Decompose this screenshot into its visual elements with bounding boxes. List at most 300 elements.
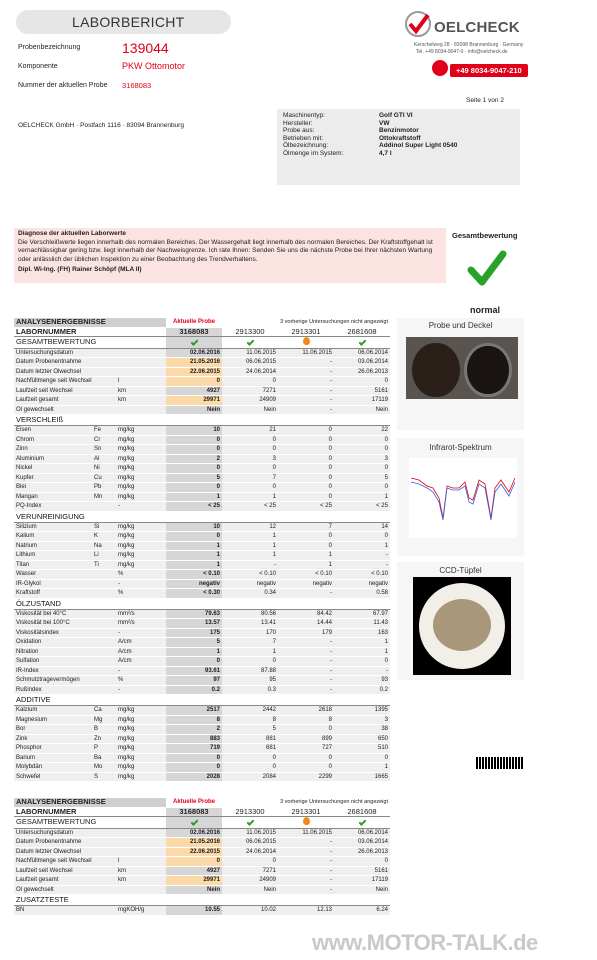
row-value: 2028 bbox=[166, 772, 222, 782]
logo-contact: Tel. +49 8034-9047-0 · info@oelcheck.de bbox=[416, 49, 508, 55]
row-value: 0 bbox=[166, 377, 222, 387]
row-value: 0 bbox=[222, 763, 278, 773]
row-value: Nein bbox=[222, 885, 278, 895]
check-icon bbox=[190, 338, 198, 346]
labnr-row bbox=[14, 327, 390, 337]
row-value: - bbox=[278, 885, 334, 895]
row-label: Natrium bbox=[14, 541, 92, 551]
row-unit: - bbox=[116, 579, 166, 589]
row-value: - bbox=[278, 589, 334, 599]
row-value: 0 bbox=[166, 483, 222, 493]
labnr-label: LABORNUMMER bbox=[14, 807, 166, 817]
row-value: 11.43 bbox=[334, 619, 390, 629]
row-label: Sulfation bbox=[14, 657, 92, 667]
row-value: - bbox=[278, 358, 334, 368]
row-unit: mm²/s bbox=[116, 609, 166, 619]
table-row bbox=[14, 828, 390, 838]
section-title: ZUSATZTESTE bbox=[14, 895, 390, 906]
row-value: 2299 bbox=[278, 772, 334, 782]
row-value: 0 bbox=[166, 532, 222, 542]
table-row bbox=[14, 647, 390, 657]
row-symbol bbox=[92, 358, 116, 368]
row-label: Kalium bbox=[14, 532, 92, 542]
row-symbol bbox=[92, 579, 116, 589]
row-value: 0 bbox=[222, 657, 278, 667]
diagnosis-text: Die Verschleißwerte liegen innerhalb des normalen Bereiches. Der Wassergehalt liegt innerhalb des normalen Bereiches. Der Kraftstoffgehalt ist vernachlässigbar gering bzw. liegt innerhalb der Nachweisgrenze. Ich rate Ihnen: Senden Sie uns die nächste Probe bei Ihrer nächsten Wartung oder anlässlich der üblichen Inspektion zu einer Beobachtung des Trendverhaltens. bbox=[18, 238, 433, 263]
row-value: - bbox=[278, 647, 334, 657]
machine-row bbox=[283, 142, 514, 150]
table-row bbox=[14, 725, 390, 735]
row-value: 1 bbox=[222, 541, 278, 551]
row-symbol: Mg bbox=[92, 715, 116, 725]
row-value: 0 bbox=[278, 725, 334, 735]
section-title: ADDITIVE bbox=[14, 695, 390, 706]
row-value: 1 bbox=[166, 647, 222, 657]
row-symbol: K bbox=[92, 532, 116, 542]
row-value: 1 bbox=[334, 638, 390, 648]
section-row bbox=[14, 511, 390, 522]
row-value: 883 bbox=[166, 734, 222, 744]
komponente-label: Komponente bbox=[18, 63, 58, 70]
row-value: 5 bbox=[166, 473, 222, 483]
table-row bbox=[14, 551, 390, 561]
row-label: Viskosität bei 100°C bbox=[14, 619, 92, 629]
row-value: 0.34 bbox=[222, 589, 278, 599]
table-row bbox=[14, 367, 390, 377]
row-label: IR-Glykol bbox=[14, 579, 92, 589]
row-symbol: Ni bbox=[92, 464, 116, 474]
row-value: 17119 bbox=[334, 876, 390, 886]
row-value: 29971 bbox=[166, 876, 222, 886]
row-value: 93.61 bbox=[166, 666, 222, 676]
table-row bbox=[14, 541, 390, 551]
row-value: 29971 bbox=[166, 396, 222, 406]
watermark: www.MOTOR-TALK.de bbox=[312, 930, 538, 955]
row-value: 0 bbox=[166, 445, 222, 455]
machine-key: Betrieben mit: bbox=[283, 134, 324, 142]
row-value: 1 bbox=[166, 551, 222, 561]
row-value: 0 bbox=[278, 454, 334, 464]
row-value: 0 bbox=[334, 464, 390, 474]
machine-key: Maschinentyp: bbox=[283, 112, 325, 119]
row-value: - bbox=[334, 551, 390, 561]
diagnosis-author: Dipl. Wi-Ing. (FH) Rainer Schöpf (MLA II) bbox=[18, 266, 142, 273]
row-value: 0 bbox=[222, 857, 278, 867]
row-value: 10.55 bbox=[166, 906, 222, 916]
row-label: Nachfüllmenge seit Wechsel bbox=[16, 378, 92, 384]
table-row bbox=[14, 405, 390, 415]
section-title: VERSCHLEIß bbox=[14, 415, 390, 426]
table-row bbox=[14, 866, 390, 876]
phone-number: +49 8034-9047-210 bbox=[450, 64, 528, 77]
row-value: 22.06.2015 bbox=[166, 367, 222, 377]
row-symbol: Na bbox=[92, 541, 116, 551]
row-unit: mg/kg bbox=[116, 426, 166, 436]
table-row bbox=[14, 502, 390, 512]
row-value: 03.06.2014 bbox=[334, 838, 390, 848]
row-value: 24.06.2014 bbox=[222, 847, 278, 857]
row-symbol bbox=[92, 619, 116, 629]
table-row bbox=[14, 706, 390, 716]
row-unit: A/cm bbox=[116, 638, 166, 648]
sender-address: OELCHECK GmbH · Postfach 1116 · 83094 Brannenburg bbox=[18, 122, 184, 129]
section-row bbox=[14, 695, 390, 706]
row-value: 0 bbox=[278, 763, 334, 773]
row-unit: mm²/s bbox=[116, 619, 166, 629]
row-value: 2517 bbox=[166, 706, 222, 716]
row-unit: mg/kg bbox=[116, 473, 166, 483]
row-unit: % bbox=[116, 676, 166, 686]
row-label: Laufzeit gesamt bbox=[14, 396, 92, 406]
row-value: 175 bbox=[166, 628, 222, 638]
table-head-row bbox=[14, 318, 390, 327]
status-cell bbox=[222, 817, 278, 829]
results-table-2 bbox=[14, 798, 390, 916]
section-row bbox=[14, 598, 390, 609]
row-value: 11.06.2015 bbox=[222, 348, 278, 358]
row-value: 0 bbox=[334, 857, 390, 867]
row-symbol bbox=[92, 589, 116, 599]
row-label: Schmutztragevermögen bbox=[14, 676, 92, 686]
row-label: Bor bbox=[14, 725, 92, 735]
row-unit: % bbox=[116, 570, 166, 580]
status-cell bbox=[166, 817, 222, 829]
row-value: - bbox=[278, 838, 334, 848]
row-value: 2084 bbox=[222, 772, 278, 782]
gesamt-row bbox=[14, 817, 390, 829]
row-label: Viskositätsindex bbox=[14, 628, 92, 638]
row-label: Nitration bbox=[14, 647, 92, 657]
logo-wordmark: OELCHECK bbox=[434, 19, 520, 36]
row-value: 13.57 bbox=[166, 619, 222, 629]
row-value: 0.2 bbox=[166, 685, 222, 695]
table-row bbox=[14, 377, 390, 387]
section-row bbox=[14, 895, 390, 906]
table-row bbox=[14, 473, 390, 483]
row-value: 5 bbox=[166, 638, 222, 648]
row-value: - bbox=[278, 638, 334, 648]
row-label: Silizium bbox=[14, 522, 92, 532]
row-value: 719 bbox=[166, 744, 222, 754]
row-value: 1 bbox=[222, 551, 278, 561]
machine-value: Benzinmotor bbox=[379, 127, 419, 134]
row-unit: - bbox=[116, 685, 166, 695]
logo-address: Kerschelweg 28 · 83098 Brannenburg · Germany bbox=[414, 42, 524, 48]
row-value: 87.88 bbox=[222, 666, 278, 676]
row-symbol: Sn bbox=[92, 445, 116, 455]
row-value: 3 bbox=[334, 715, 390, 725]
row-unit: km bbox=[116, 866, 166, 876]
row-value: 0 bbox=[278, 435, 334, 445]
row-value: 26.06.2013 bbox=[334, 367, 390, 377]
row-value: 0 bbox=[166, 857, 222, 867]
aktuelle-probe-label: Aktuelle Probe bbox=[166, 318, 222, 327]
row-unit: mg/kg bbox=[116, 492, 166, 502]
table-row bbox=[14, 483, 390, 493]
row-unit bbox=[116, 847, 166, 857]
row-unit: mg/kg bbox=[116, 464, 166, 474]
row-symbol bbox=[92, 847, 116, 857]
row-value: 24909 bbox=[222, 396, 278, 406]
row-value: 79.63 bbox=[166, 609, 222, 619]
row-value: 7 bbox=[222, 473, 278, 483]
row-value: 06.06.2015 bbox=[222, 838, 278, 848]
row-value: 11.06.2015 bbox=[222, 828, 278, 838]
row-value: < 25 bbox=[278, 502, 334, 512]
row-value: 10 bbox=[166, 426, 222, 436]
row-symbol bbox=[92, 348, 116, 358]
row-value: 02.06.2016 bbox=[166, 348, 222, 358]
row-symbol bbox=[92, 638, 116, 648]
table-row bbox=[14, 657, 390, 667]
row-symbol bbox=[92, 405, 116, 415]
row-symbol bbox=[92, 386, 116, 396]
row-value: 0.58 bbox=[334, 589, 390, 599]
machine-row bbox=[283, 112, 514, 120]
row-symbol: Zn bbox=[92, 734, 116, 744]
row-value: 0 bbox=[166, 753, 222, 763]
row-unit: % bbox=[116, 589, 166, 599]
row-value: - bbox=[334, 666, 390, 676]
table-row bbox=[14, 753, 390, 763]
check-icon bbox=[190, 818, 198, 826]
table-row bbox=[14, 522, 390, 532]
row-label: Rußindex bbox=[14, 685, 92, 695]
row-unit: mg/kg bbox=[116, 522, 166, 532]
row-value: 0 bbox=[222, 464, 278, 474]
row-label: PQ-Index bbox=[14, 502, 92, 512]
row-symbol bbox=[92, 628, 116, 638]
row-value: - bbox=[278, 866, 334, 876]
row-value: 1 bbox=[166, 541, 222, 551]
komponente-value: PKW Ottomotor bbox=[122, 61, 186, 71]
row-value: 0 bbox=[278, 753, 334, 763]
row-value: - bbox=[278, 857, 334, 867]
row-unit: mg/kg bbox=[116, 734, 166, 744]
row-unit bbox=[116, 405, 166, 415]
row-value: 0 bbox=[334, 753, 390, 763]
row-value: 3 bbox=[334, 454, 390, 464]
previous-note: 3 vorherige Untersuchungen nicht angezeigt bbox=[222, 798, 390, 807]
check-icon bbox=[246, 818, 254, 826]
row-value: 1 bbox=[334, 492, 390, 502]
row-unit: A/cm bbox=[116, 657, 166, 667]
row-symbol: Ca bbox=[92, 706, 116, 716]
machine-key: Ölmenge im System: bbox=[283, 149, 344, 157]
row-value: 10.02 bbox=[222, 906, 278, 916]
probe-label: Nummer der aktuellen Probe bbox=[18, 82, 108, 89]
row-value: Nein bbox=[166, 405, 222, 415]
probe-value: 3168083 bbox=[122, 81, 152, 90]
row-value: 1395 bbox=[334, 706, 390, 716]
row-symbol bbox=[92, 657, 116, 667]
status-cell bbox=[278, 337, 334, 349]
overall-check-icon bbox=[467, 248, 507, 288]
labnr-col: 2913300 bbox=[222, 327, 278, 337]
row-value: 21 bbox=[222, 426, 278, 436]
row-label: Öl gewechselt bbox=[14, 885, 92, 895]
machine-value: Addinol Super Light 0540 bbox=[379, 142, 458, 149]
machine-row bbox=[283, 120, 514, 128]
row-value: - bbox=[278, 876, 334, 886]
row-value: - bbox=[278, 685, 334, 695]
row-value: 95 bbox=[222, 676, 278, 686]
row-value: - bbox=[278, 657, 334, 667]
row-value: 5 bbox=[334, 473, 390, 483]
status-cell bbox=[166, 337, 222, 349]
row-value: 0 bbox=[334, 532, 390, 542]
ir-panel-title: Infrarot-Spektrum bbox=[429, 443, 492, 452]
probe-panel-title: Probe und Deckel bbox=[428, 321, 493, 330]
section-title: VERUNREINIGUNG bbox=[14, 511, 390, 522]
row-symbol: Al bbox=[92, 454, 116, 464]
row-unit: mg/kg bbox=[116, 483, 166, 493]
table-row bbox=[14, 532, 390, 542]
table-row bbox=[14, 560, 390, 570]
row-value: 93 bbox=[334, 676, 390, 686]
row-value: 14 bbox=[334, 522, 390, 532]
machine-value: 4,7 l bbox=[379, 149, 392, 157]
row-value: Nein bbox=[334, 885, 390, 895]
table-row bbox=[14, 579, 390, 589]
status-cell bbox=[334, 817, 390, 829]
machine-row bbox=[283, 135, 514, 143]
ccd-panel bbox=[397, 562, 524, 680]
row-value: 8 bbox=[166, 715, 222, 725]
table-row bbox=[14, 358, 390, 368]
row-value: 0 bbox=[278, 464, 334, 474]
gesamt-row bbox=[14, 337, 390, 349]
row-value: 22.06.2015 bbox=[166, 847, 222, 857]
row-value: 13.41 bbox=[222, 619, 278, 629]
row-symbol: Fe bbox=[92, 426, 116, 436]
row-symbol: Si bbox=[92, 522, 116, 532]
row-value: < 0.10 bbox=[222, 570, 278, 580]
row-symbol: B bbox=[92, 725, 116, 735]
row-value: 0 bbox=[278, 473, 334, 483]
results-table-1 bbox=[14, 318, 390, 782]
table-row bbox=[14, 386, 390, 396]
previous-note: 3 vorherige Untersuchungen nicht angezeigt bbox=[222, 318, 390, 327]
warning-flame-icon bbox=[303, 337, 310, 345]
row-symbol bbox=[92, 866, 116, 876]
row-label: Mangan bbox=[14, 492, 92, 502]
ir-spectrum-chart bbox=[409, 458, 517, 538]
row-unit bbox=[116, 838, 166, 848]
machine-info bbox=[277, 109, 520, 185]
row-unit: - bbox=[116, 666, 166, 676]
row-value: 650 bbox=[334, 734, 390, 744]
row-label: Laufzeit seit Wechsel bbox=[14, 866, 92, 876]
row-symbol bbox=[92, 367, 116, 377]
machine-key: Hersteller: bbox=[283, 119, 313, 127]
labnr-col: 3168083 bbox=[166, 807, 222, 817]
row-unit bbox=[116, 828, 166, 838]
row-label: Phosphor bbox=[14, 744, 92, 754]
row-value: - bbox=[278, 367, 334, 377]
row-value: 1665 bbox=[334, 772, 390, 782]
labnr-col: 2913301 bbox=[278, 807, 334, 817]
row-value: 163 bbox=[334, 628, 390, 638]
row-value: 12.13 bbox=[278, 906, 334, 916]
row-value: 1 bbox=[222, 492, 278, 502]
table-row bbox=[14, 628, 390, 638]
row-value: - bbox=[278, 386, 334, 396]
row-symbol: Pb bbox=[92, 483, 116, 493]
row-value: negativ bbox=[334, 579, 390, 589]
ccd-photo bbox=[413, 577, 511, 675]
overall-value: normal bbox=[470, 305, 501, 315]
row-value: 0 bbox=[278, 445, 334, 455]
row-value: 5 bbox=[222, 725, 278, 735]
row-value: 8 bbox=[222, 715, 278, 725]
row-value: 06.06.2015 bbox=[222, 358, 278, 368]
row-value: 0 bbox=[222, 377, 278, 387]
probe-photo bbox=[406, 337, 518, 399]
row-label: Barium bbox=[14, 753, 92, 763]
row-value: 2618 bbox=[278, 706, 334, 716]
row-value: 06.06.2014 bbox=[334, 348, 390, 358]
section-row bbox=[14, 415, 390, 426]
row-value: 681 bbox=[222, 744, 278, 754]
row-value: 1 bbox=[166, 560, 222, 570]
check-icon bbox=[358, 338, 366, 346]
row-value: 11.06.2015 bbox=[278, 828, 334, 838]
row-symbol: Cr bbox=[92, 435, 116, 445]
row-unit: mg/kg bbox=[116, 532, 166, 542]
row-label: Lithium bbox=[14, 551, 92, 561]
row-unit: mg/kg bbox=[116, 725, 166, 735]
row-value: 0 bbox=[334, 483, 390, 493]
row-label: IR-Index bbox=[14, 666, 92, 676]
row-symbol bbox=[92, 647, 116, 657]
row-value: 5161 bbox=[334, 386, 390, 396]
row-label: Untersuchungsdatum bbox=[14, 348, 92, 358]
row-unit bbox=[116, 367, 166, 377]
table-row bbox=[14, 666, 390, 676]
row-value: < 25 bbox=[334, 502, 390, 512]
labnr-col: 2913300 bbox=[222, 807, 278, 817]
row-label: Blei bbox=[14, 483, 92, 493]
barcode-icon bbox=[476, 757, 524, 769]
status-cell bbox=[222, 337, 278, 349]
labnr-col: 2681608 bbox=[334, 807, 390, 817]
row-symbol: S bbox=[92, 772, 116, 782]
row-value: < 25 bbox=[166, 502, 222, 512]
row-symbol: P bbox=[92, 744, 116, 754]
table-row bbox=[14, 426, 390, 436]
diagnosis-title: Diagnose der aktuellen Laborwerte bbox=[18, 230, 127, 237]
table-row bbox=[14, 454, 390, 464]
overall-label: Gesamtbewertung bbox=[452, 231, 518, 240]
row-label: Datum Probenentnahme bbox=[14, 838, 92, 848]
row-value: 170 bbox=[222, 628, 278, 638]
machine-row bbox=[283, 150, 514, 158]
row-value: 0 bbox=[334, 435, 390, 445]
row-value: 0 bbox=[166, 763, 222, 773]
row-value: 24.06.2014 bbox=[222, 367, 278, 377]
row-symbol bbox=[92, 857, 116, 867]
row-value: 1 bbox=[222, 532, 278, 542]
row-unit: mg/kg bbox=[116, 541, 166, 551]
row-value: 2 bbox=[166, 725, 222, 735]
row-unit: mg/kg bbox=[116, 435, 166, 445]
row-value: 1 bbox=[278, 560, 334, 570]
row-symbol: Li bbox=[92, 551, 116, 561]
check-icon bbox=[246, 338, 254, 346]
row-value: 5161 bbox=[334, 866, 390, 876]
row-unit: km bbox=[116, 386, 166, 396]
